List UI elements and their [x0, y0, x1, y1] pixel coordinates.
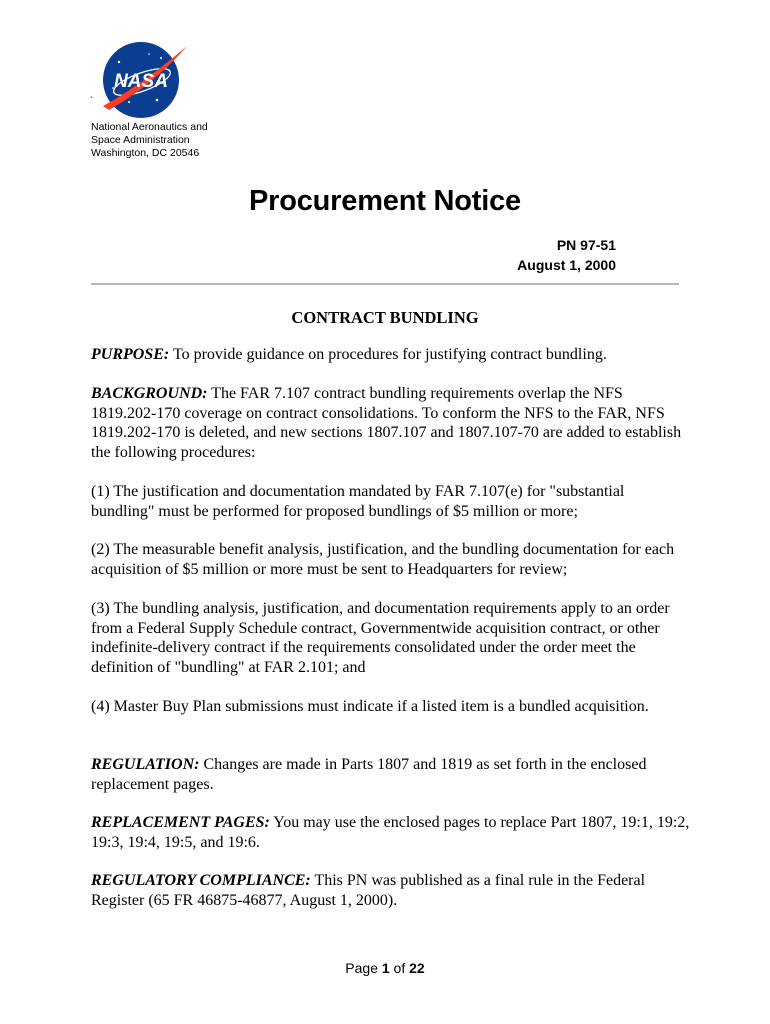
- logo-text: NASA: [114, 71, 168, 92]
- agency-line: National Aeronautics and: [91, 121, 208, 133]
- agency-address: [91, 121, 208, 160]
- nasa-logo: [99, 40, 189, 120]
- page-total: 22: [409, 960, 425, 976]
- page-word: Page: [345, 960, 382, 976]
- procedure-item-2: (2) The measurable benefit analysis, justification, and the bundling documentation for each acquisition of $5 million or more must be sent to Headquarters for review;: [91, 541, 675, 578]
- procedure-item-1: (1) The justification and documentation mandated by FAR 7.107(e) for "substantial bundling" must be performed for proposed bundlings of $5 million or more;: [91, 483, 625, 520]
- compliance-label: REGULATORY COMPLIANCE:: [91, 872, 311, 889]
- compliance-paragraph: [91, 871, 691, 910]
- regulation-label: REGULATION:: [91, 756, 200, 773]
- purpose-text: To provide guidance on procedures for justifying contract bundling.: [169, 346, 607, 363]
- divider: [91, 283, 679, 285]
- page-current: 1: [381, 960, 390, 976]
- subject-heading: CONTRACT BUNDLING: [291, 308, 479, 327]
- replacement-paragraph: [91, 813, 691, 852]
- compliance-text: This PN was published as a final rule in the Federal Register (65 FR 46875-46877, August 1, 2000).: [91, 872, 646, 909]
- notice-number: PN 97-51: [556, 237, 616, 253]
- replacement-text: You may use the enclosed pages to replace Part 1807, 19:1, 19:2, 19:3, 19:4, 19:5, and 19:6.: [91, 814, 690, 851]
- page-title: Procurement Notice: [249, 185, 521, 217]
- notice-date: August 1, 2000: [517, 257, 616, 273]
- page-of: of: [389, 960, 410, 976]
- purpose-paragraph: [91, 345, 691, 365]
- stray-mark: `: [90, 96, 94, 107]
- background-text: The FAR 7.107 contract bundling requirements overlap the NFS 1819.202-170 coverage on contract consolidations. To conform the NFS to the FAR, NFS 1819.202-170 is deleted, and new sections 1807.107 and 1807.107-70 are added to establish the following procedures:: [91, 385, 682, 461]
- procedure-item-3: (3) The bundling analysis, justification, and documentation requirements apply to an order from a Federal Supply Schedule contract, Governmentwide acquisition contract, or other indefinite-delivery contract if the requirements consolidated under the order meet the definition of "bundling" at FAR 2.101; and: [91, 600, 670, 676]
- regulation-paragraph: [91, 755, 691, 794]
- regulation-text: Changes are made in Parts 1807 and 1819 as set forth in the enclosed replacement pages.: [91, 756, 647, 793]
- notice-info: [517, 235, 616, 275]
- background-label: BACKGROUND:: [91, 385, 208, 402]
- agency-line: Space Administration: [91, 134, 190, 146]
- agency-line: Washington, DC 20546: [91, 147, 200, 159]
- replacement-label: REPLACEMENT PAGES:: [91, 814, 270, 831]
- procedure-item-4: (4) Master Buy Plan submissions must indicate if a listed item is a bundled acquisition.: [91, 698, 649, 715]
- background-paragraph: [91, 384, 691, 462]
- page-footer: [0, 960, 770, 976]
- purpose-label: PURPOSE:: [91, 346, 170, 363]
